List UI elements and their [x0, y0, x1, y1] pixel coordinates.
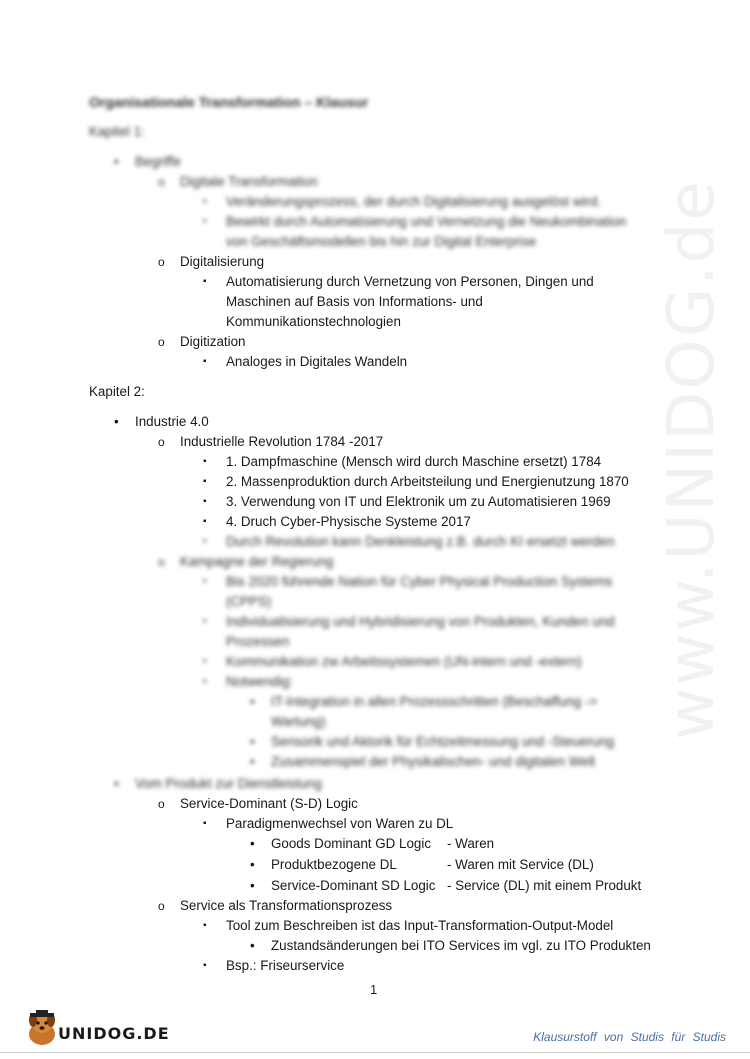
unidog-logo[interactable] — [22, 1010, 170, 1048]
list-item: ▪ Tool zum Beschreiben ist das Input-Transformation-Output-Model — [226, 916, 613, 936]
list-item: • Zusammenspiel der Physikalischen- und digitalen Welt — [271, 752, 595, 772]
list-item: ▪ Individualisierung und Hybridisierung von Produkten, Kunden und — [226, 612, 615, 632]
list-item: ▪ Kommunikation zw Arbeitssystemen (UN-intern und -extern) — [226, 652, 582, 672]
logo-text: UNIDOG.DE — [58, 1024, 170, 1043]
list-item: ▪ Paradigmenwechsel von Waren zu DL — [226, 814, 453, 834]
list-item: ▪ Veränderungsprozess, der durch Digitalisierung ausgelöst wird. — [226, 192, 601, 212]
list-item: o Digitization — [180, 332, 246, 352]
watermark: www.UNIDOG.de — [655, 179, 729, 740]
list-item: ▪ 3. Verwendung von IT und Elektronik um zu Automatisieren 1969 — [226, 492, 611, 512]
list-item: ▪ Automatisierung durch Vernetzung von Personen, Dingen und — [226, 272, 594, 292]
list-item: ▪ 1. Dampfmaschine (Mensch wird durch Maschine ersetzt) 1784 — [226, 452, 601, 472]
list-item: o Industrielle Revolution 1784 -2017 — [180, 432, 383, 452]
list-item: ▪ 2. Massenproduktion durch Arbeitsteilung und Energienutzung 1870 — [226, 472, 629, 492]
list-item: ▪ Durch Revolution kann Denkleistung z.B. durch KI ersetzt werden — [226, 532, 615, 552]
logic-description: - Waren mit Service (DL) — [447, 857, 594, 872]
list-item: o Digitalisierung — [180, 252, 264, 272]
list-item: o Kampagne der Regierung — [180, 552, 333, 572]
logic-term: Produktbezogene DL — [271, 857, 397, 872]
document-title: Organisationale Transformation – Klausur — [89, 94, 369, 110]
list-item: ▪ 4. Druch Cyber-Physische Systeme 2017 — [226, 512, 471, 532]
logic-term: Goods Dominant GD Logic — [271, 836, 432, 851]
list-item-continuation: Kommunikationstechnologien — [226, 314, 401, 329]
dog-mascot-icon — [22, 1010, 62, 1048]
list-item: • Vom Produkt zur Dienstleistung — [135, 774, 322, 794]
list-item-continuation: Prozessen — [226, 634, 290, 649]
list-item: • Begriffe — [135, 152, 181, 172]
list-item: ▪ Notwendig: — [226, 672, 293, 692]
logic-description: - Waren — [447, 836, 495, 851]
footer-divider — [0, 1052, 750, 1053]
list-item-continuation: Wartung) — [271, 714, 326, 729]
list-item: ▪ Bewirkt durch Automatisierung und Vernetzung die Neukombination — [226, 212, 626, 232]
list-item-continuation: Maschinen auf Basis von Informations- und — [226, 294, 483, 309]
kapitel-2-heading: Kapitel 2: — [89, 384, 145, 399]
list-item: ▪ Bsp.: Friseurservice — [226, 956, 344, 976]
list-item: • IT-Integration in allen Prozessschritten (Beschaffung -> — [271, 692, 597, 712]
list-item: o Digitale Transformation — [180, 172, 318, 192]
footer-tagline: Klausurstoff von Studis für Studis — [533, 1030, 726, 1044]
list-item-continuation: (CPPS) — [226, 594, 272, 609]
list-item — [271, 876, 642, 896]
logic-description: - Service (DL) mit einem Produkt — [447, 878, 642, 893]
list-item: • Industrie 4.0 — [135, 412, 209, 432]
list-item — [271, 855, 594, 875]
list-item: o Service-Dominant (S-D) Logic — [180, 794, 358, 814]
list-item: ▪ Analoges in Digitales Wandeln — [226, 352, 407, 372]
logic-term: Service-Dominant SD Logic — [271, 878, 436, 893]
list-item — [271, 834, 495, 854]
list-item: • Sensorik und Aktorik für Echtzeitmessung und -Steuerung — [271, 732, 614, 752]
list-item: o Service als Transformationsprozess — [180, 896, 392, 916]
list-item-continuation: von Geschäftsmodellen bis hin zur Digital Enterprise — [226, 234, 537, 249]
list-item: • Zustandsänderungen bei ITO Services im vgl. zu ITO Produkten — [271, 936, 651, 956]
list-item: ▪ Bis 2020 führende Nation für Cyber Physical Production Systems — [226, 572, 612, 592]
kapitel-1-heading: Kapitel 1: — [89, 124, 145, 139]
page-number: 1 — [370, 982, 378, 997]
